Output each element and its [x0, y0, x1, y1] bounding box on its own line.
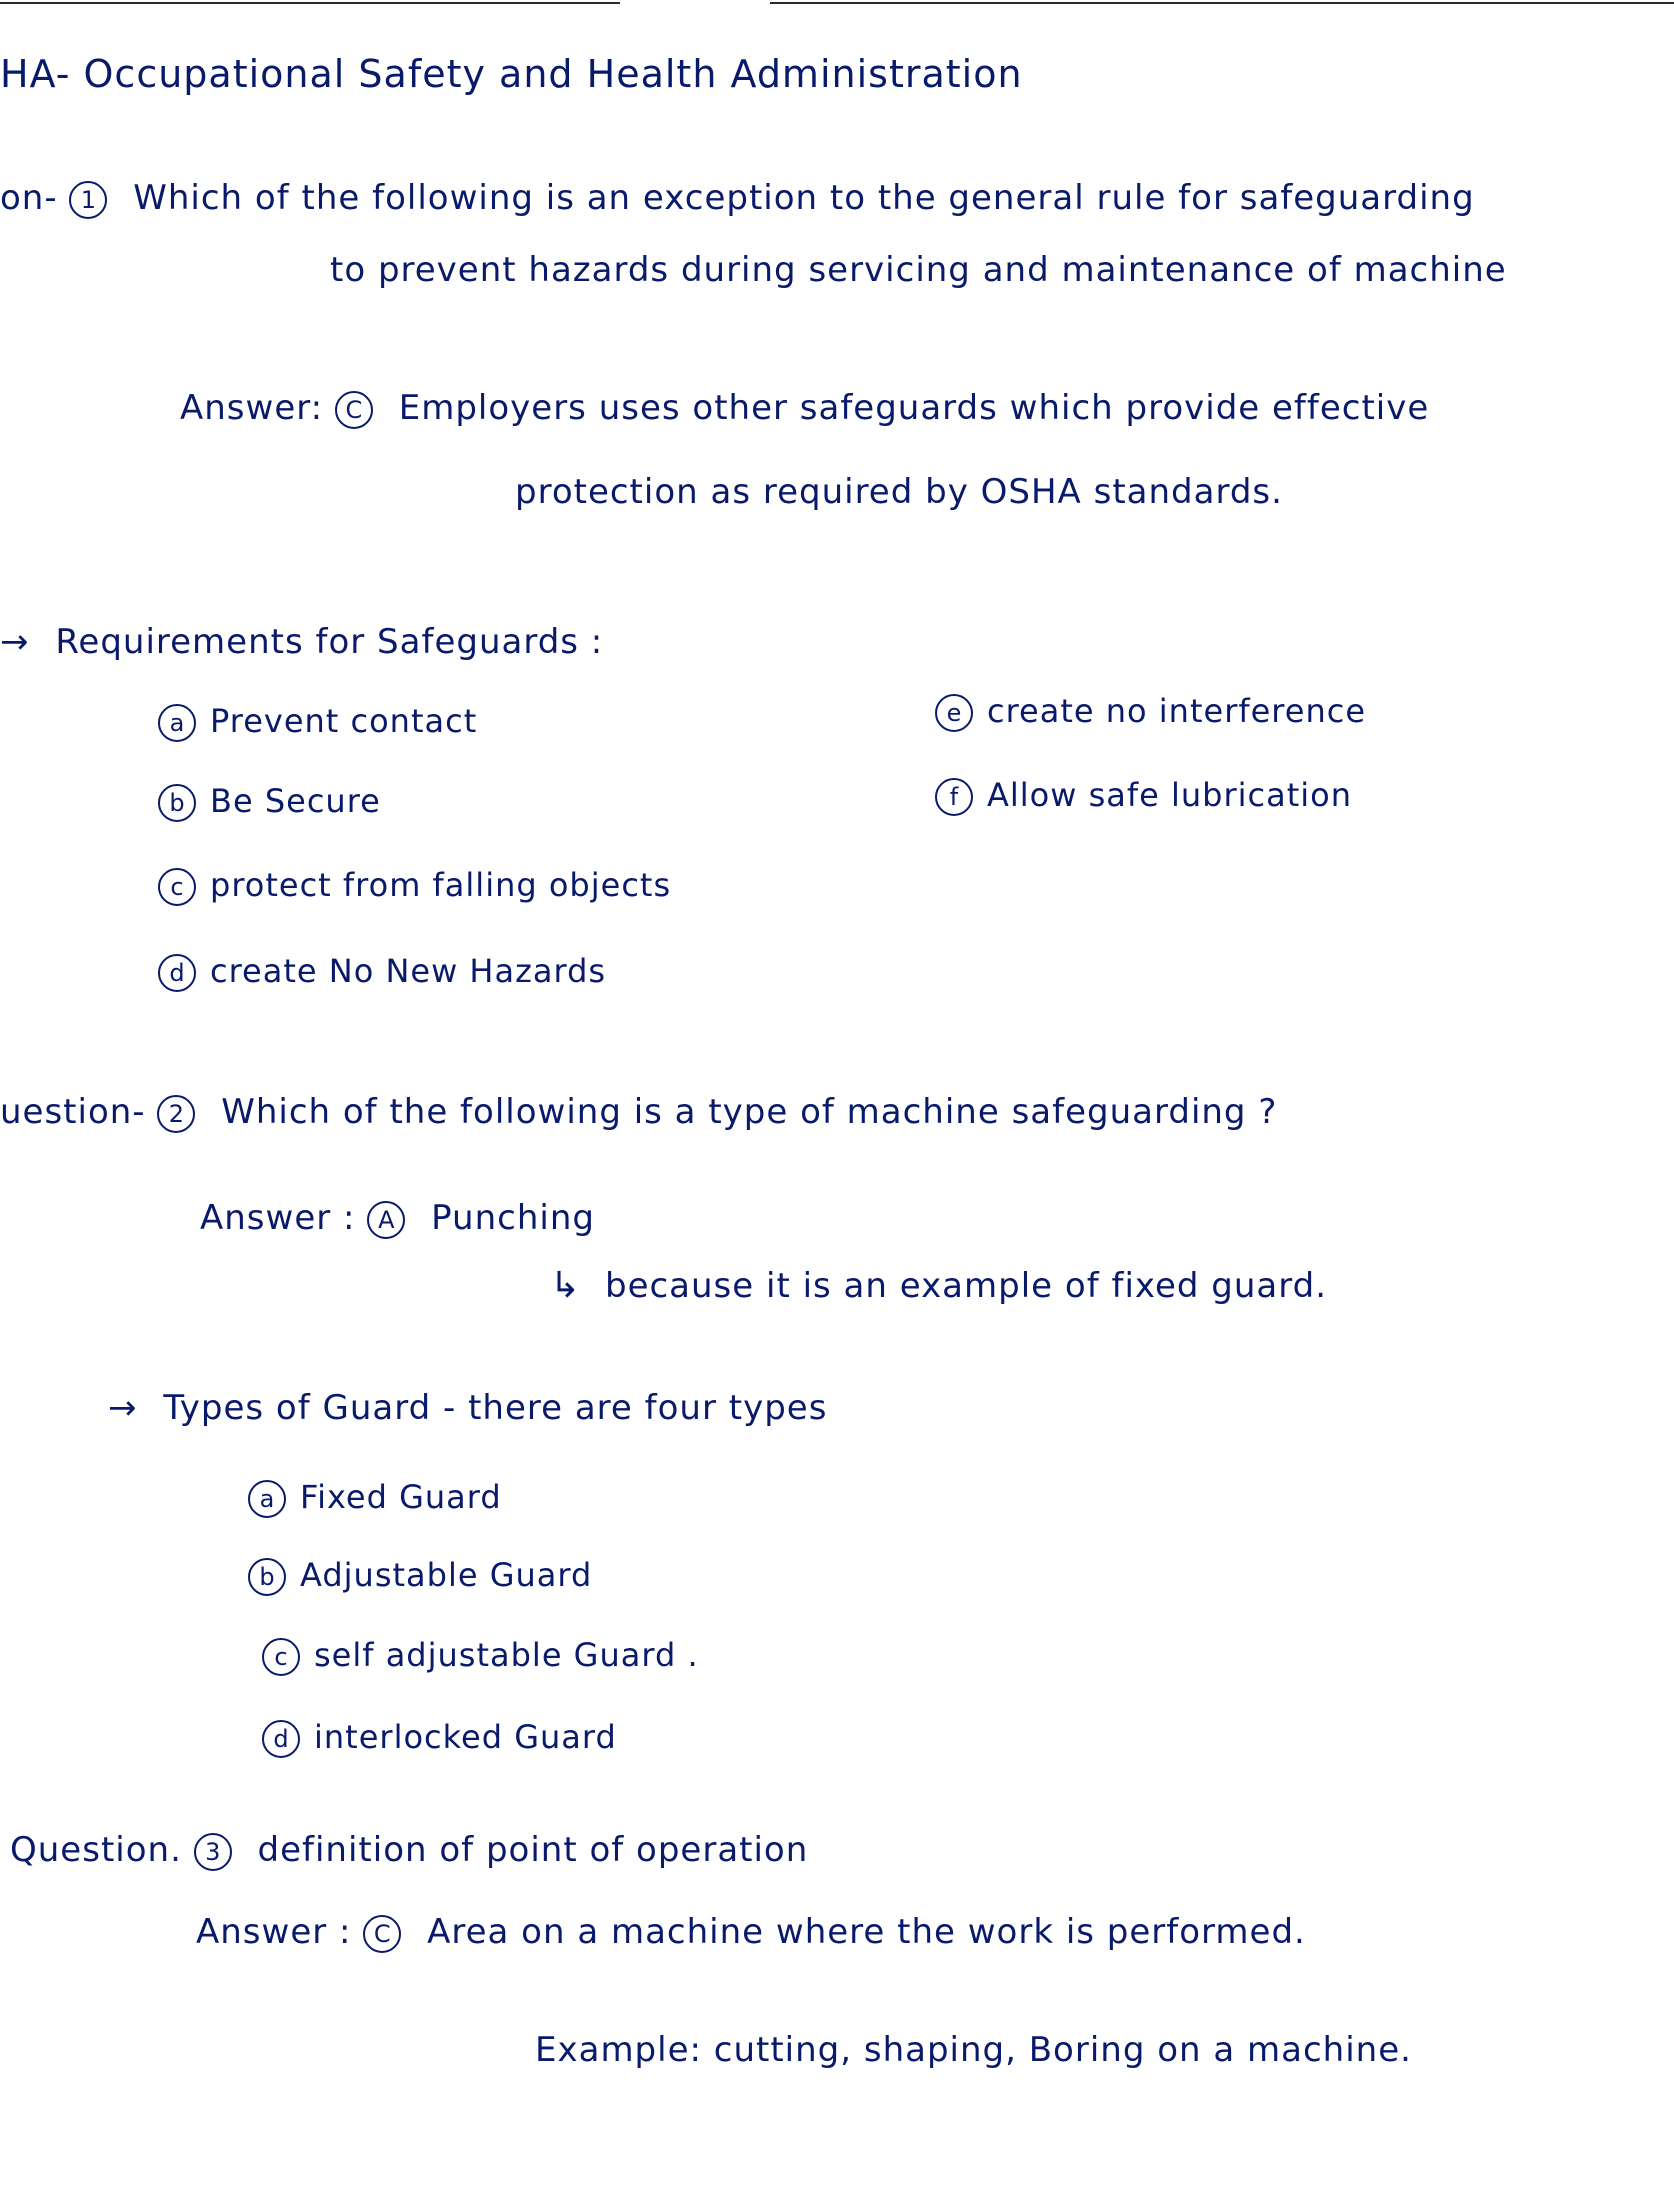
requirement-item	[158, 782, 381, 822]
arrow-icon: →	[108, 1388, 138, 1428]
option-badge: c	[262, 1638, 300, 1676]
guard-types-heading	[108, 1388, 827, 1428]
arrow-icon: →	[0, 622, 30, 662]
answer-text-line1: Employers uses other safeguards which provide effective	[398, 388, 1430, 428]
answer-option-badge: C	[363, 1915, 401, 1953]
question-label: uestion-	[0, 1092, 146, 1132]
question-label: Question.	[10, 1830, 182, 1870]
question-2	[0, 1092, 1277, 1133]
question-number-badge: 3	[194, 1833, 232, 1871]
requirement-item	[158, 702, 477, 742]
requirement-item	[935, 692, 1366, 732]
guard-type-text: Fixed Guard	[300, 1478, 502, 1516]
requirement-item	[158, 866, 671, 906]
question-1	[0, 178, 1475, 219]
guard-type-text: Adjustable Guard	[300, 1556, 593, 1594]
requirement-item	[158, 952, 606, 992]
answer-option-badge: A	[367, 1201, 405, 1239]
option-badge: a	[158, 704, 196, 742]
sub-arrow-icon: ↳	[550, 1265, 582, 1306]
answer-1	[180, 388, 1429, 429]
answer-label: Answer :	[196, 1912, 352, 1952]
answer-option-badge: C	[335, 391, 373, 429]
question-text-line1: Which of the following is an exception to the general rule for safeguarding	[133, 178, 1475, 218]
question-label: on-	[0, 178, 58, 218]
requirements-heading	[0, 622, 603, 662]
question-number-badge: 2	[157, 1095, 195, 1133]
example-line: Example: cutting, shaping, Boring on a machine.	[535, 2030, 1412, 2070]
guard-type-item	[262, 1718, 617, 1758]
answer-label: Answer:	[180, 388, 324, 428]
requirement-text: create no interference	[987, 692, 1366, 730]
page-rule-left	[0, 2, 620, 4]
guard-type-item	[262, 1636, 699, 1676]
option-badge: f	[935, 778, 973, 816]
requirement-text: create No New Hazards	[210, 952, 607, 990]
answer-2	[200, 1198, 595, 1239]
guard-types-title: Types of Guard - there are four types	[163, 1388, 828, 1428]
requirements-title: Requirements for Safeguards :	[55, 622, 604, 662]
answer-text: Punching	[431, 1198, 595, 1238]
option-badge: a	[248, 1480, 286, 1518]
answer-3	[196, 1912, 1306, 1953]
guard-type-item	[248, 1556, 592, 1596]
guard-type-text: self adjustable Guard .	[314, 1636, 699, 1674]
option-badge: d	[262, 1720, 300, 1758]
answer-note-text: because it is an example of fixed guard.	[604, 1266, 1328, 1306]
page-title: HA- Occupational Safety and Health Administration	[0, 52, 1023, 96]
option-badge: b	[158, 784, 196, 822]
question-text: definition of point of operation	[257, 1830, 809, 1870]
requirement-text: Allow safe lubrication	[987, 776, 1353, 814]
question-number-badge: 1	[69, 181, 107, 219]
answer-label: Answer :	[200, 1198, 356, 1238]
answer-1-line2: protection as required by OSHA standards.	[515, 472, 1283, 512]
question-text: Which of the following is a type of machine safeguarding ?	[221, 1092, 1278, 1132]
answer-2-note	[550, 1265, 1327, 1306]
answer-text: Area on a machine where the work is performed.	[427, 1912, 1306, 1952]
option-badge: e	[935, 694, 973, 732]
requirement-text: protect from falling objects	[210, 866, 672, 904]
page-rule-right	[770, 2, 1674, 4]
option-badge: d	[158, 954, 196, 992]
option-badge: b	[248, 1558, 286, 1596]
guard-type-item	[248, 1478, 502, 1518]
requirement-text: Prevent contact	[210, 702, 478, 740]
question-3	[10, 1830, 808, 1871]
option-badge: c	[158, 868, 196, 906]
guard-type-text: interlocked Guard	[314, 1718, 617, 1756]
question-1-line2: to prevent hazards during servicing and maintenance of machine	[330, 250, 1507, 290]
requirement-item	[935, 776, 1352, 816]
requirement-text: Be Secure	[210, 782, 381, 820]
